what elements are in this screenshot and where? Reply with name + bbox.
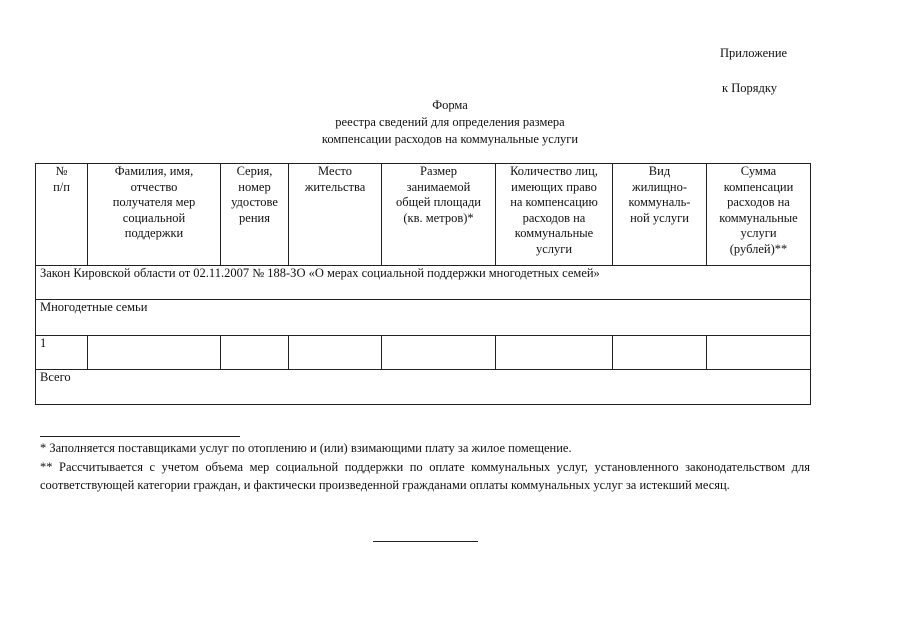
header-line: расходов на xyxy=(727,195,790,209)
law-row-text: Закон Кировской области от 02.11.2007 № 188-ЗО «О мерах социальной поддержки многодетных семей» xyxy=(36,266,811,300)
header-cell-compensation-sum xyxy=(707,164,811,266)
header-line: удостове xyxy=(231,195,278,209)
header-line: № xyxy=(55,164,68,178)
header-line: (рублей)** xyxy=(729,241,788,256)
header-line: коммуналь- xyxy=(628,195,691,209)
header-line: жилищно- xyxy=(632,179,687,194)
header-line: услуги xyxy=(535,241,573,256)
row-number-cell: 1 xyxy=(36,336,88,370)
header-line: Сумма xyxy=(740,164,777,178)
header-line: ной услуги xyxy=(630,210,689,225)
table-cell xyxy=(88,336,221,370)
header-line: занимаемой xyxy=(406,179,471,194)
header-line: Количество лиц, xyxy=(510,164,598,178)
header-line: Фамилия, имя, xyxy=(114,164,194,178)
header-cell-residence xyxy=(289,164,382,266)
header-line: жительства xyxy=(304,179,366,194)
header-line: (кв. метров)* xyxy=(403,210,474,225)
header-line: рения xyxy=(239,210,270,225)
bottom-divider xyxy=(373,541,478,542)
header-line: коммунальные xyxy=(514,226,594,240)
header-line: Место xyxy=(318,164,352,178)
header-line: поддержки xyxy=(124,226,184,240)
header-line: Размер xyxy=(420,164,457,178)
table-header-row xyxy=(36,164,811,266)
footnote-divider xyxy=(40,436,240,437)
header-line: расходов на xyxy=(522,210,586,225)
appendix-label xyxy=(720,46,787,61)
table-cell xyxy=(221,336,289,370)
header-cell-document xyxy=(221,164,289,266)
header-line: Вид xyxy=(648,164,671,178)
header-cell-number xyxy=(36,164,88,266)
form-title xyxy=(200,97,700,148)
header-line: компенсации xyxy=(723,179,794,194)
table-row xyxy=(36,336,811,370)
table-cell xyxy=(496,336,613,370)
order-reference-line: к Порядку xyxy=(722,81,777,95)
header-line: отчество xyxy=(130,179,178,194)
header-cell-recipient-name xyxy=(88,164,221,266)
header-line: услуги xyxy=(740,226,777,240)
header-cell-area xyxy=(382,164,496,266)
header-line: номер xyxy=(238,179,271,194)
header-line: коммунальные xyxy=(719,210,798,225)
header-line: п/п xyxy=(53,179,70,194)
total-row xyxy=(36,370,811,405)
header-line: имеющих право xyxy=(511,179,597,194)
header-line: получателя мер xyxy=(112,195,196,209)
header-line: на компенсацию xyxy=(510,195,598,209)
header-line: общей площади xyxy=(396,195,481,209)
table-cell xyxy=(382,336,496,370)
footnote-2: ** Рассчитывается с учетом объема мер социальной поддержки по оплате коммунальных услуг, установленного законодательством для соответствующей категории граждан, и фактически произведенной гражданами оплаты коммунальных услуг за истекший месяц. xyxy=(40,460,810,492)
form-title-line-1: Форма xyxy=(432,98,468,112)
registry-table xyxy=(35,163,811,405)
header-cell-service-type xyxy=(613,164,707,266)
group-row xyxy=(36,300,811,336)
appendix-line: Приложение xyxy=(720,46,788,60)
table-cell xyxy=(707,336,811,370)
table-cell xyxy=(289,336,382,370)
form-title-line-3: компенсации расходов на коммунальные услуги xyxy=(321,132,579,146)
law-row xyxy=(36,266,811,300)
header-line: Серия, xyxy=(236,164,273,178)
header-line: социальной xyxy=(122,210,186,225)
header-cell-persons-count xyxy=(496,164,613,266)
table-cell xyxy=(613,336,707,370)
group-row-text: Многодетные семьи xyxy=(36,300,811,336)
order-reference xyxy=(722,81,777,96)
total-row-text: Всего xyxy=(36,370,811,405)
footnote-1: * Заполняется поставщиками услуг по отоплению и (или) взимающими плату за жилое помещение. xyxy=(40,441,572,455)
form-title-line-2: реестра сведений для определения размера xyxy=(335,115,565,129)
